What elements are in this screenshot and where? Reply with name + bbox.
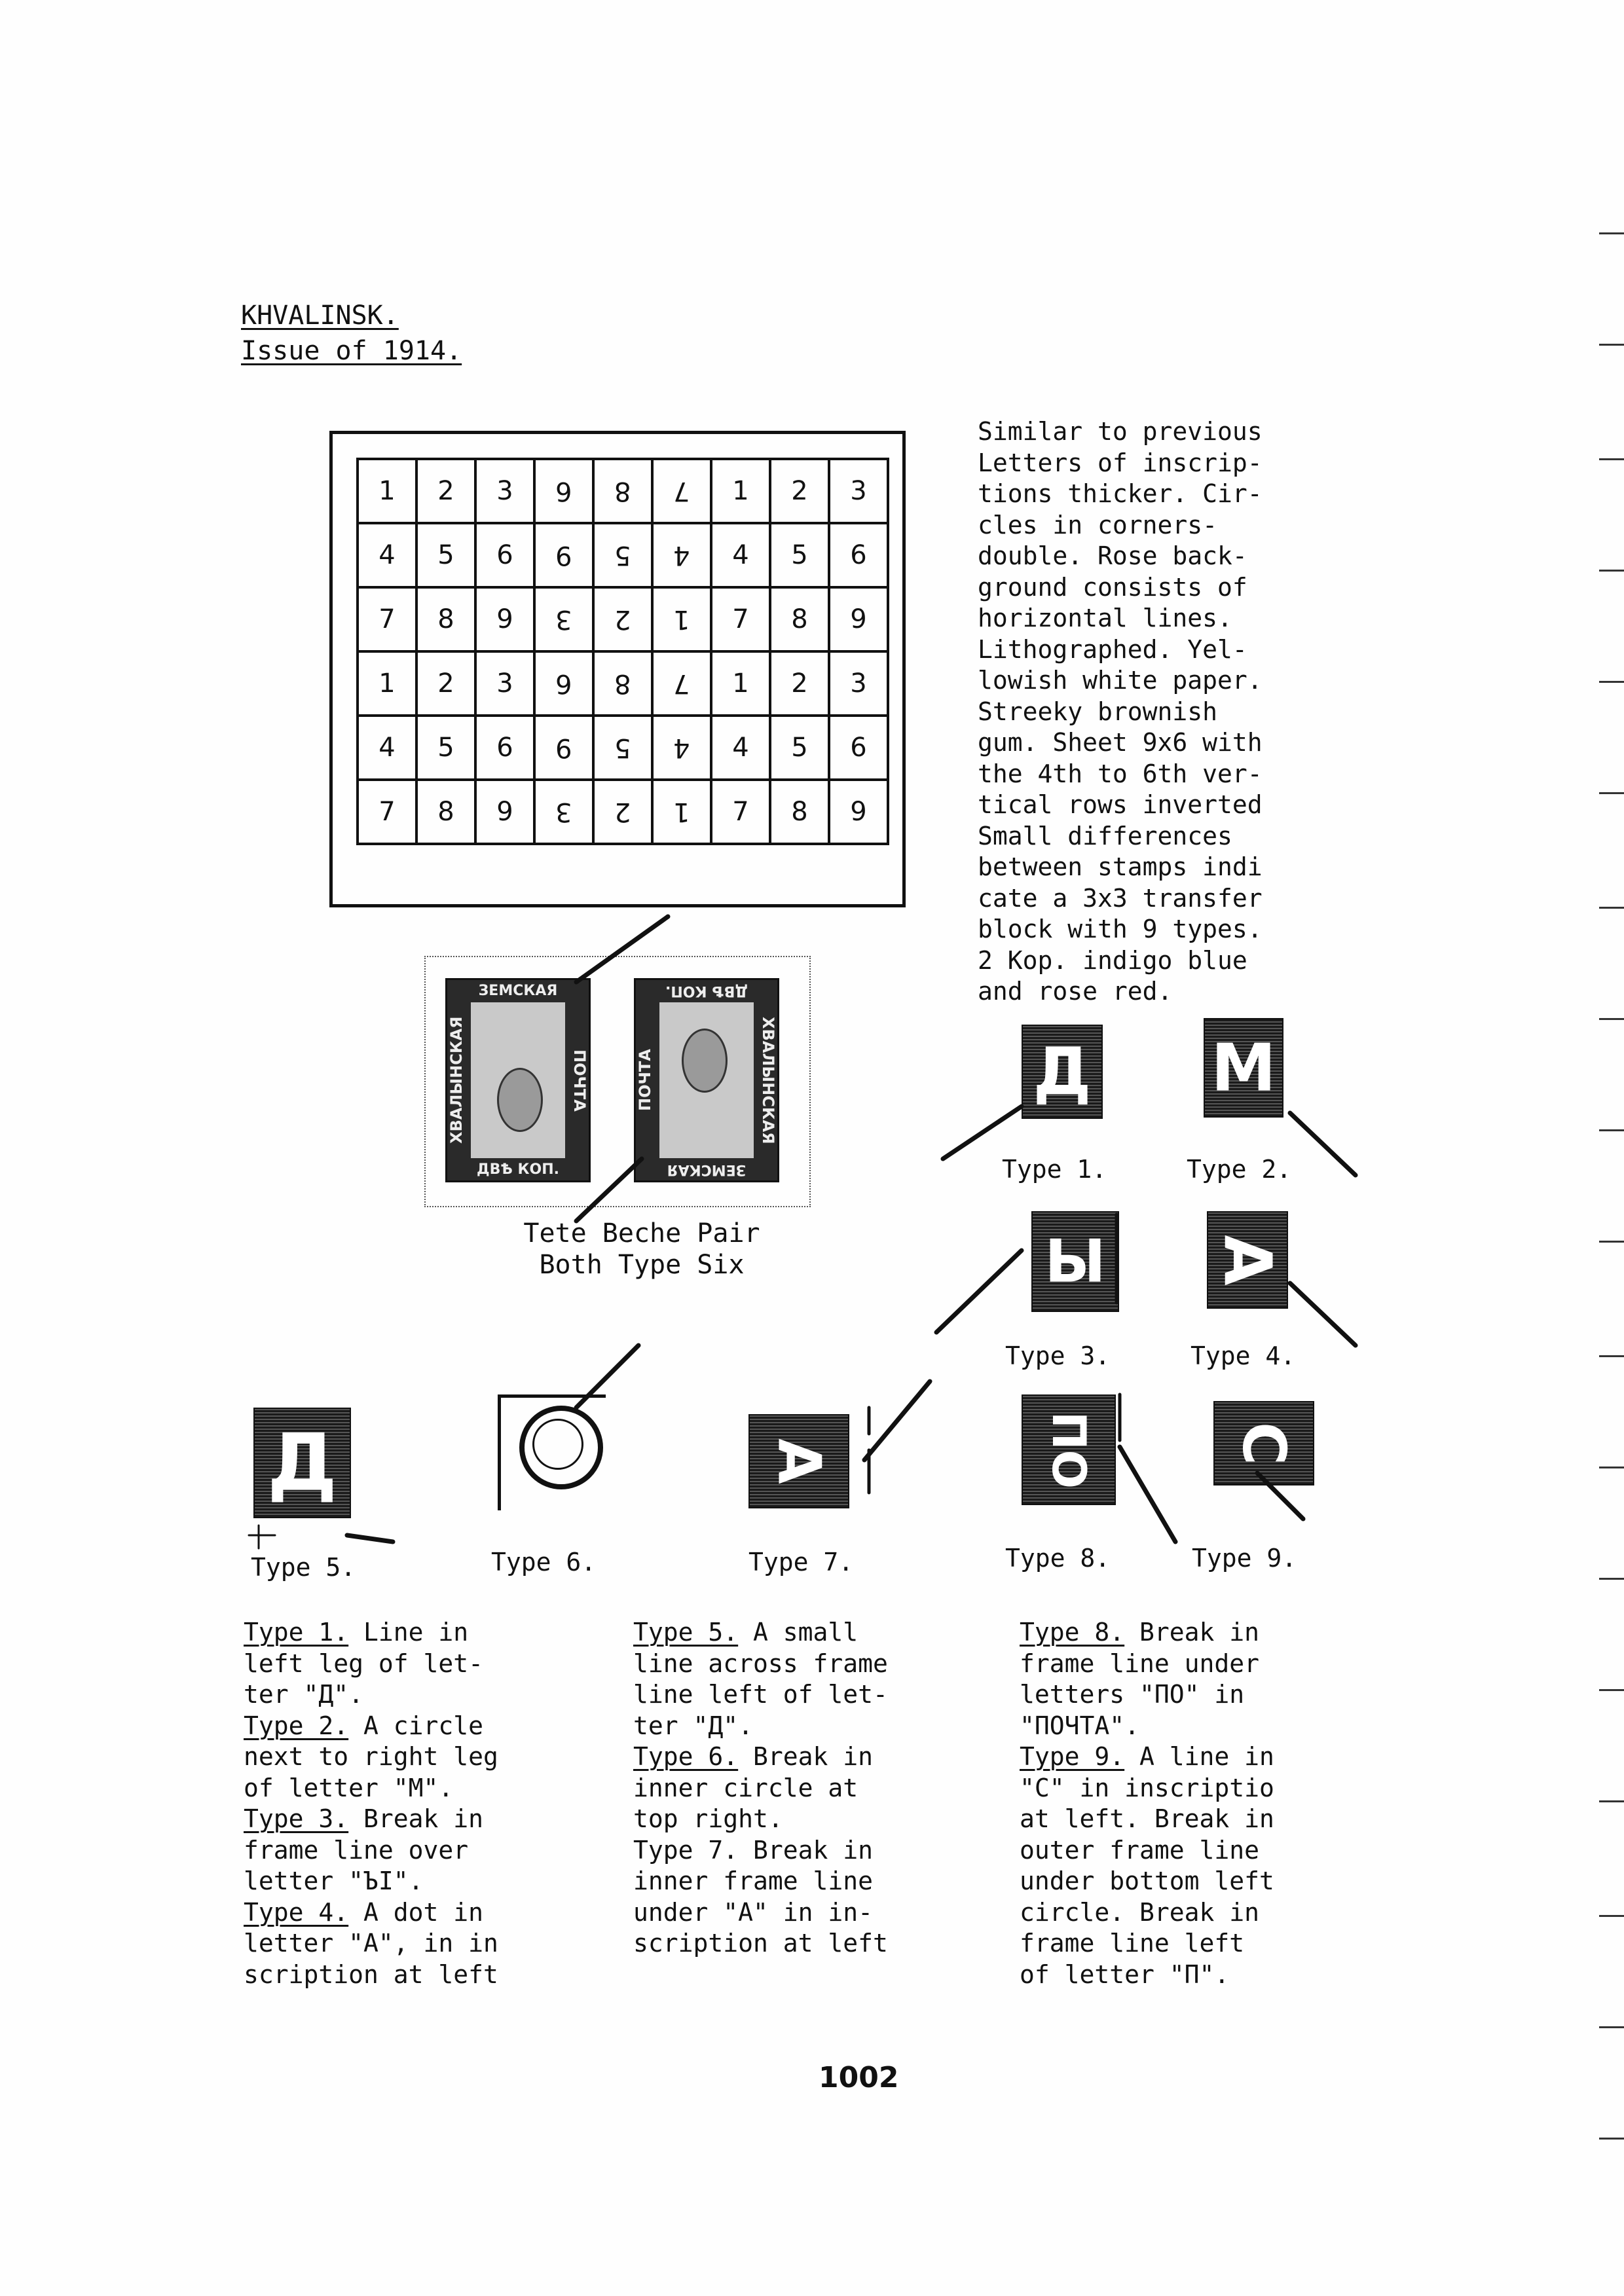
note-text: circle. Break in	[1020, 1897, 1260, 1927]
note-line	[633, 1679, 954, 1711]
notes-column-1	[244, 1617, 564, 1990]
sheet-cell: 8	[416, 780, 475, 844]
sheet-cell: 1	[711, 651, 770, 716]
sheet-cell: 3	[534, 587, 593, 651]
note-line	[633, 1773, 954, 1804]
stamp-top-text: ЗЕМСКАЯ	[478, 983, 558, 999]
sheet-cell: 6	[534, 651, 593, 716]
note-type-heading: Type 3.	[244, 1804, 349, 1833]
note-line	[1020, 1897, 1347, 1929]
type7-label: Type 7.	[748, 1548, 854, 1576]
note-text: Type 7. Break in	[633, 1835, 874, 1865]
note-text: inner circle at	[633, 1773, 858, 1802]
sheet-cell: 3	[475, 459, 534, 523]
description-line: cles in corners-	[978, 510, 1218, 539]
note-text: letter "ЪI".	[244, 1867, 424, 1895]
note-text: inner frame line	[633, 1867, 874, 1895]
note-line	[1020, 1741, 1347, 1773]
sheet-cell: 5	[593, 523, 652, 587]
note-line	[244, 1959, 564, 1991]
note-line	[1020, 1866, 1347, 1897]
note-line	[244, 1897, 564, 1929]
note-text: ter "Д".	[244, 1680, 364, 1709]
stamp-bottom-text: ДВѢ КОП.	[477, 1161, 559, 1178]
description-line: ground consists of	[978, 572, 1247, 602]
sheet-cell: 9	[829, 587, 888, 651]
sheet-cell: 7	[652, 651, 711, 716]
note-text: ter "Д".	[633, 1711, 754, 1740]
stamp-bottom-text: ДВѢ КОП.	[665, 983, 748, 999]
sheet-cell: 1	[652, 780, 711, 844]
description-line: Letters of inscrip-	[978, 448, 1263, 477]
note-line	[1020, 1649, 1347, 1680]
sheet-cell: 8	[770, 780, 829, 844]
description-line: 2 Kop. indigo blue	[978, 945, 1247, 975]
note-text: frame line left	[1020, 1929, 1245, 1958]
note-type-heading: Type 1.	[244, 1618, 349, 1647]
note-line	[633, 1617, 954, 1649]
note-line	[244, 1928, 564, 1959]
town-title: KHVALINSK.	[241, 301, 399, 331]
description-line: and rose red.	[978, 977, 1173, 1006]
note-text: of letter "П".	[1020, 1959, 1230, 1989]
note-text: A small	[738, 1618, 858, 1647]
notes-column-3	[1020, 1617, 1347, 1990]
note-line	[244, 1773, 564, 1804]
sheet-cell: 2	[416, 651, 475, 716]
sheet-cell: 1	[652, 587, 711, 651]
sheet-cell: 6	[475, 716, 534, 780]
note-line	[244, 1711, 564, 1742]
stamp-right-text: ПОЧТА	[570, 1049, 589, 1112]
sheet-cell: 5	[593, 716, 652, 780]
note-line	[1020, 1804, 1347, 1835]
sheet-cell: 8	[593, 459, 652, 523]
sheet-cell: 1	[711, 459, 770, 523]
type5-label: Type 5.	[251, 1553, 356, 1582]
note-text: letters "ПО" in	[1020, 1680, 1245, 1709]
type3-label: Type 3.	[1005, 1341, 1111, 1370]
note-text: under bottom left	[1020, 1867, 1274, 1895]
description-line: Streeky brownish	[978, 697, 1218, 726]
sheet-cell: 5	[416, 523, 475, 587]
description-line: cate a 3x3 transfer	[978, 883, 1263, 913]
note-line	[244, 1741, 564, 1773]
type2-detail: М	[1204, 1018, 1283, 1118]
note-type-heading: Type 5.	[633, 1618, 739, 1647]
sheet-cell: 4	[358, 716, 416, 780]
note-line	[633, 1928, 954, 1959]
description-line: the 4th to 6th ver-	[978, 759, 1263, 788]
note-text: "ПОЧТА".	[1020, 1711, 1140, 1740]
note-type-heading: Type 4.	[244, 1897, 349, 1927]
note-type-heading: Type 8.	[1020, 1618, 1125, 1647]
sheet-cell: 7	[711, 587, 770, 651]
description-line: tical rows inverted	[978, 790, 1263, 819]
sheet-cell: 5	[770, 523, 829, 587]
sheet-cell: 3	[534, 780, 593, 844]
note-line	[244, 1649, 564, 1680]
note-line	[633, 1804, 954, 1835]
description-line: horizontal lines.	[978, 604, 1232, 632]
description-line: between stamps indi	[978, 852, 1263, 881]
sheet-cell: 9	[534, 523, 593, 587]
sheet-cell: 8	[416, 587, 475, 651]
note-line	[1020, 1959, 1347, 1991]
note-text: line across frame	[633, 1649, 888, 1678]
sheet-cell: 2	[593, 587, 652, 651]
sheet-cell: 6	[534, 459, 593, 523]
stamp-left-text: ХВАЛЫНСКАЯ	[447, 1016, 466, 1144]
description-line: Small differences	[978, 821, 1232, 850]
sheet-cell: 6	[475, 523, 534, 587]
sheet-cell: 9	[534, 716, 593, 780]
sheet-cell: 5	[416, 716, 475, 780]
type5-detail: Д	[253, 1408, 351, 1518]
sheet-cell: 9	[475, 780, 534, 844]
notes-column-2	[633, 1617, 954, 1959]
note-text: line left of let-	[633, 1680, 888, 1709]
note-line	[633, 1835, 954, 1867]
issue-subtitle: Issue of 1914.	[241, 336, 462, 366]
sheet-cell: 1	[358, 459, 416, 523]
type1-detail: Д	[1022, 1025, 1103, 1119]
description-line: double. Rose back-	[978, 541, 1247, 570]
sheet-cell: 4	[711, 716, 770, 780]
sheet-cell: 2	[770, 651, 829, 716]
type4-detail: А	[1207, 1211, 1288, 1309]
sheet-cell: 7	[358, 587, 416, 651]
note-text: frame line under	[1020, 1649, 1260, 1678]
sheet-cell: 3	[475, 651, 534, 716]
note-line	[633, 1741, 954, 1773]
note-text: letter "A", in in	[244, 1929, 498, 1958]
note-text: next to right leg	[244, 1742, 498, 1771]
type2-label: Type 2.	[1187, 1155, 1292, 1184]
note-text: Break in	[738, 1742, 874, 1771]
sheet-cell: 7	[358, 780, 416, 844]
sheet-cell: 9	[475, 587, 534, 651]
sheet-cell: 3	[829, 459, 888, 523]
type8-label: Type 8.	[1005, 1544, 1111, 1573]
sheet-cell: 2	[593, 780, 652, 844]
sheet-cell: 2	[770, 459, 829, 523]
note-text: top right.	[633, 1804, 783, 1833]
sheet-cell: 6	[829, 716, 888, 780]
note-text: left leg of let-	[244, 1649, 484, 1678]
sheet-cell: 1	[358, 651, 416, 716]
note-type-heading: Type 6.	[633, 1742, 739, 1771]
note-line	[244, 1835, 564, 1867]
type8-detail: ПО	[1022, 1394, 1116, 1505]
description-line: tions thicker. Cir-	[978, 479, 1263, 508]
note-text: at left. Break in	[1020, 1804, 1274, 1833]
note-text: scription at left	[244, 1959, 498, 1989]
note-line	[244, 1617, 564, 1649]
sheet-cell: 4	[711, 523, 770, 587]
note-line	[244, 1804, 564, 1835]
description-line: lowish white paper.	[978, 666, 1263, 695]
type4-label: Type 4.	[1190, 1341, 1296, 1370]
note-text: A line in	[1124, 1742, 1274, 1771]
note-text: Break in	[348, 1804, 484, 1833]
page-number: 1002	[819, 2061, 899, 2094]
note-line	[633, 1711, 954, 1742]
sheet-cell: 7	[652, 459, 711, 523]
note-text: A dot in	[348, 1897, 484, 1927]
note-line	[1020, 1711, 1347, 1742]
note-line	[633, 1649, 954, 1680]
pair-caption-line2: Both Type Six	[539, 1250, 745, 1280]
note-line	[1020, 1679, 1347, 1711]
note-line	[1020, 1617, 1347, 1649]
description-line: Similar to previous	[978, 417, 1263, 446]
sheet-cell: 9	[829, 780, 888, 844]
note-text: scription at left	[633, 1929, 888, 1958]
sheet-cell: 4	[652, 523, 711, 587]
note-line	[1020, 1773, 1347, 1804]
description-line: gum. Sheet 9x6 with	[978, 728, 1263, 757]
note-line	[633, 1897, 954, 1929]
note-line	[244, 1679, 564, 1711]
note-text: Break in	[1124, 1618, 1260, 1647]
note-text: under "A" in in-	[633, 1897, 874, 1927]
note-line	[1020, 1835, 1347, 1867]
type9-detail: С	[1213, 1401, 1314, 1485]
pair-caption-line1: Tete Beche Pair	[523, 1218, 760, 1248]
description-line: block with 9 types.	[978, 915, 1263, 943]
stamp-top-text: ЗЕМСКАЯ	[667, 1161, 747, 1178]
sheet-cell: 6	[829, 523, 888, 587]
type9-label: Type 9.	[1192, 1544, 1297, 1573]
sheet-cell: 8	[593, 651, 652, 716]
sheet-cell: 7	[711, 780, 770, 844]
note-text: frame line over	[244, 1835, 469, 1865]
note-type-heading: Type 2.	[244, 1711, 349, 1740]
note-text: Line in	[348, 1618, 469, 1647]
type7-detail: А	[748, 1414, 849, 1508]
sheet-cell: 5	[770, 716, 829, 780]
note-text: of letter "M".	[244, 1773, 454, 1802]
note-text: outer frame line	[1020, 1835, 1260, 1865]
note-text: "C" in inscriptio	[1020, 1773, 1274, 1802]
sheet-cell: 4	[652, 716, 711, 780]
type1-label: Type 1.	[1002, 1155, 1107, 1184]
sheet-cell: 3	[829, 651, 888, 716]
note-line	[1020, 1928, 1347, 1959]
sheet-cell: 8	[770, 587, 829, 651]
note-text: A circle	[348, 1711, 484, 1740]
type6-label: Type 6.	[491, 1548, 597, 1576]
sheet-cell: 2	[416, 459, 475, 523]
stamp-right-text: ПОЧТА	[636, 1049, 654, 1112]
stamp-left-text: ХВАЛЫНСКАЯ	[759, 1016, 777, 1144]
note-line	[633, 1866, 954, 1897]
note-line	[244, 1866, 564, 1897]
sheet-cell: 4	[358, 523, 416, 587]
type3-detail: Ы	[1031, 1211, 1119, 1312]
description-line: Lithographed. Yel-	[978, 634, 1247, 664]
note-type-heading: Type 9.	[1020, 1742, 1125, 1771]
